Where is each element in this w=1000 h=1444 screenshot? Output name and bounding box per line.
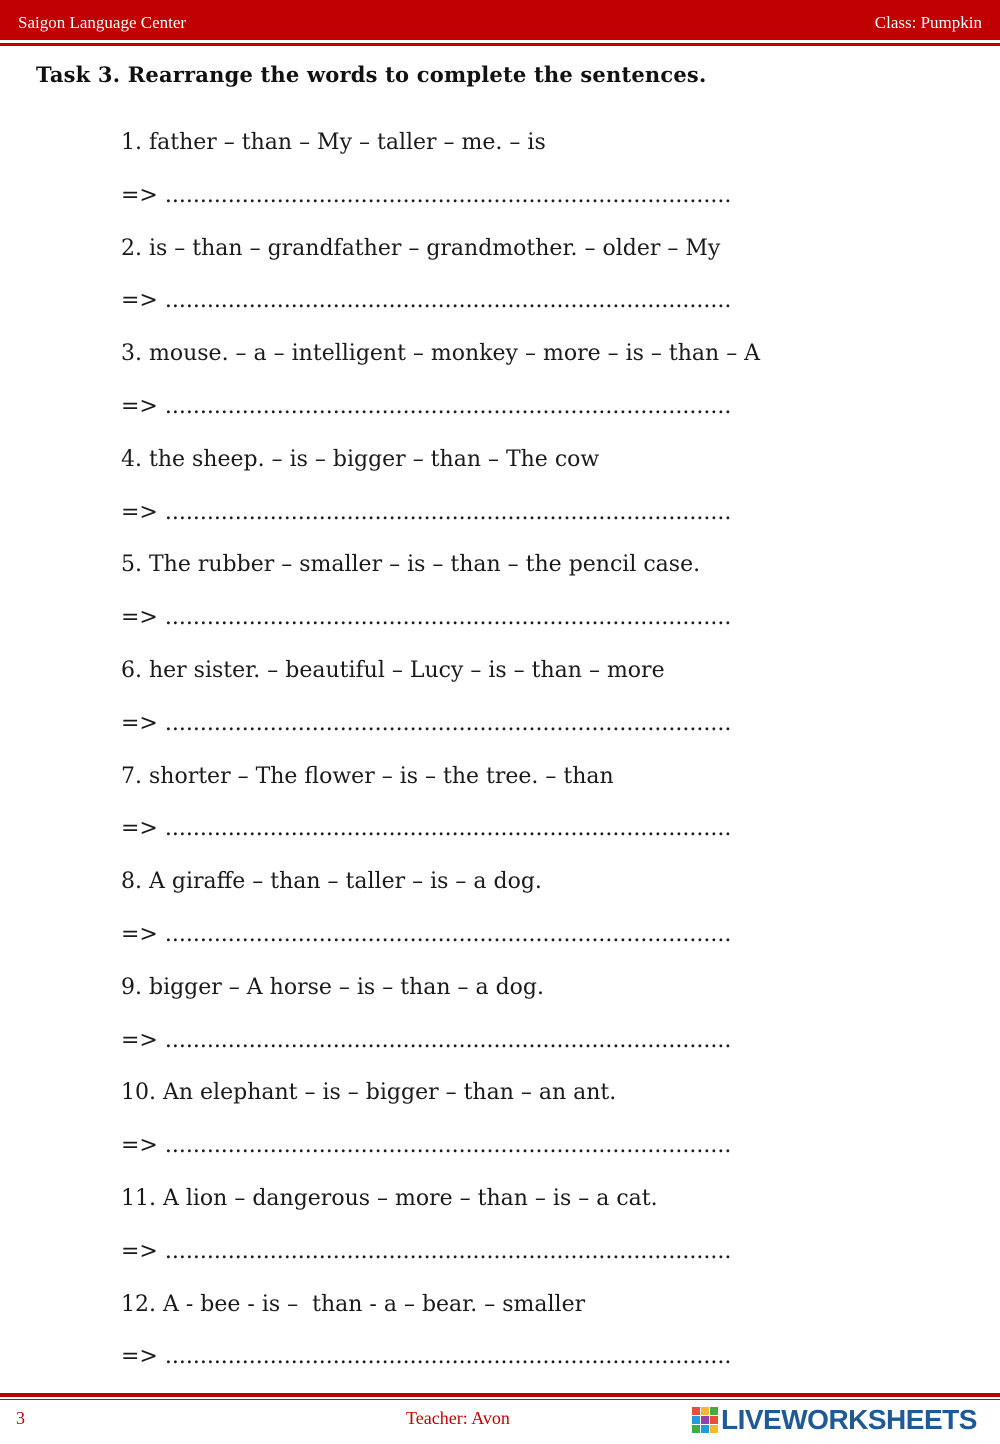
exercise-list [121,124,881,1391]
answer-line[interactable]: => ................................................................................. [121,1238,732,1264]
question-text: 3. mouse. – a – intelligent – monkey – more – is – than – A [121,341,761,367]
school-name: Saigon Language Center [18,13,187,32]
question-text: 5. The rubber – smaller – is – than – the pencil case. [121,552,701,578]
answer-line[interactable]: => ................................................................................. [121,1133,732,1159]
exercise-item [121,546,881,652]
exercise-item [121,863,881,969]
question-text: 6. her sister. – beautiful – Lucy – is – than – more [121,657,665,683]
footer-divider-thin [0,1399,1000,1400]
answer-line[interactable]: => ................................................................................. [121,921,732,947]
class-label: Class: Pumpkin [874,13,982,32]
answer-line[interactable]: => ................................................................................. [121,288,732,314]
answer-line[interactable]: => ................................................................................. [121,393,732,419]
exercise-item [121,652,881,758]
answer-line[interactable]: => ................................................................................. [121,710,732,736]
answer-line[interactable]: => ................................................................................. [121,182,732,208]
answer-line[interactable]: => ................................................................................. [121,1027,732,1053]
liveworksheets-icon [692,1407,718,1433]
answer-line[interactable]: => ................................................................................. [121,605,732,631]
exercise-item [121,1286,881,1392]
exercise-item [121,1180,881,1286]
question-text: 1. father – than – My – taller – me. – is [121,130,546,155]
page-number: 3 [16,1408,25,1428]
liveworksheets-logo[interactable] [692,1405,977,1435]
exercise-item [121,758,881,864]
question-text: 10. An elephant – is – bigger – than – an ant. [121,1080,617,1106]
question-text: 9. bigger – A horse – is – than – a dog. [121,974,545,1000]
task-title: Task 3. Rearrange the words to complete the sentences. [36,62,707,87]
answer-line[interactable]: => ................................................................................. [121,499,732,525]
exercise-item [121,1074,881,1180]
teacher-name: Teacher: Avon [406,1408,510,1428]
question-text: 11. A lion – dangerous – more – than – is – a cat. [121,1185,658,1211]
header-divider [0,43,1000,46]
answer-line[interactable]: => ................................................................................. [121,1344,732,1370]
exercise-item [121,969,881,1075]
header-bar [0,0,1000,40]
answer-line[interactable]: => ................................................................................. [121,816,732,842]
exercise-item [121,124,881,230]
question-text: 8. A giraffe – than – taller – is – a dog. [121,869,542,895]
question-text: 7. shorter – The flower – is – the tree. – than [121,763,614,789]
exercise-item [121,335,881,441]
question-text: 12. A - bee - is – than - a – bear. – smaller [121,1291,586,1317]
brand-name: LIVEWORKSHEETS [721,1404,977,1435]
exercise-item [121,441,881,547]
question-text: 4. the sheep. – is – bigger – than – The cow [121,446,600,472]
exercise-item [121,230,881,336]
footer-divider [0,1393,1000,1397]
question-text: 2. is – than – grandfather – grandmother. – older – My [121,235,721,261]
